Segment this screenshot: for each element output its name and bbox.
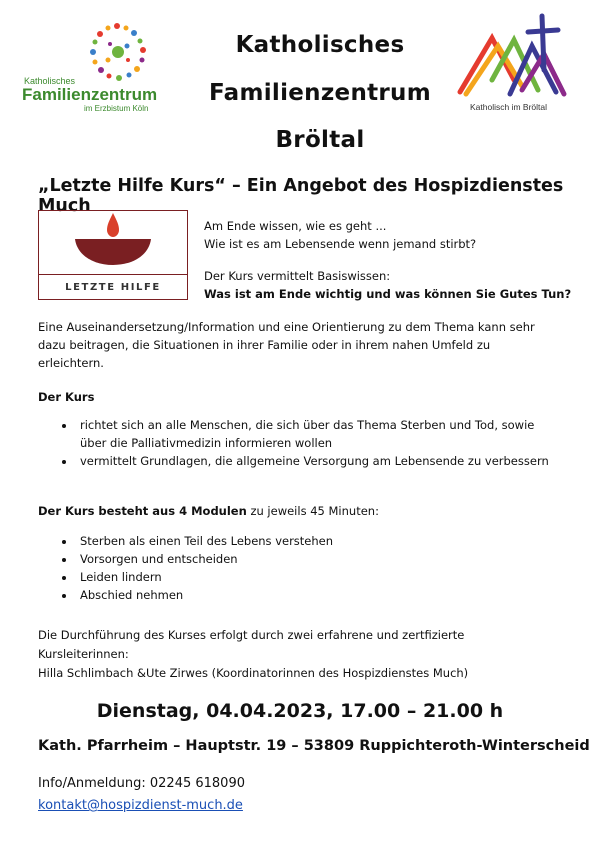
logo-line1: Katholisches bbox=[24, 76, 76, 86]
modules-heading bbox=[38, 502, 558, 520]
modules-heading-rest: zu jeweils 45 Minuten: bbox=[246, 504, 379, 518]
list-item bbox=[76, 416, 576, 452]
logo-line3: im Erzbistum Köln bbox=[84, 104, 149, 113]
event-venue: Kath. Pfarrheim – Hauptstr. 19 – 53809 Ruppichteroth-Winterscheid bbox=[38, 738, 590, 754]
bowl-flame-icon bbox=[39, 211, 187, 275]
paragraph-line-1: Eine Auseinandersetzung/Information und eine Orientierung zu dem Thema kann sehr bbox=[38, 320, 535, 334]
paragraph-line-3: erleichtern. bbox=[38, 356, 104, 370]
leaders-line-1: Die Durchführung des Kurses erfolgt durch zwei erfahrene und zertfizierte bbox=[38, 628, 465, 642]
leaders-line-2: Kursleiterinnen: bbox=[38, 647, 129, 661]
bullet-1-line-1: richtet sich an alle Menschen, die sich über das Thema Sterben und Tod, sowie bbox=[80, 418, 535, 432]
list-item: • Leiden lindern bbox=[76, 568, 576, 586]
intro-line-1: Am Ende wissen, wie es geht ... bbox=[204, 219, 387, 233]
modules-list bbox=[38, 532, 576, 604]
contact-email-link[interactable]: kontakt@hospizdienst-much.de bbox=[38, 798, 243, 813]
list-item bbox=[76, 452, 576, 470]
list-item: • Vorsorgen und entscheiden bbox=[76, 550, 576, 568]
list-item: • Abschied nehmen bbox=[76, 586, 576, 604]
intro-line-4: Was ist am Ende wichtig und was können Sie Gutes Tun? bbox=[204, 287, 572, 301]
paragraph-line-2: dazu beitragen, die Situationen in ihrer Familie oder in ihrem nahen Umfeld zu bbox=[38, 338, 491, 352]
modules-heading-bold: Der Kurs besteht aus 4 Modulen bbox=[38, 504, 247, 518]
letzte-hilfe-label: LETZTE HILFE bbox=[39, 274, 187, 299]
intro-line-3: Der Kurs vermittelt Basiswissen: bbox=[204, 269, 391, 283]
broeltal-caption: Katholisch im Bröltal bbox=[470, 102, 548, 112]
event-date: Dienstag, 04.04.2023, 17.00 – 21.00 h bbox=[96, 700, 504, 722]
title-line-3: Bröltal bbox=[275, 127, 365, 153]
bullet-2-line-1: vermittelt Grundlagen, die allgemeine Versorgung am Lebensende zu verbessern bbox=[80, 454, 549, 468]
logo-line2: Familienzentrum bbox=[22, 85, 158, 104]
bullet-1-line-2: über die Palliativmedizin informieren wollen bbox=[80, 436, 333, 450]
section-course-heading: Der Kurs bbox=[38, 390, 95, 404]
letzte-hilfe-logo bbox=[38, 210, 188, 300]
familienzentrum-dots-icon bbox=[22, 18, 192, 118]
leaders-line-3: Hilla Schlimbach &Ute Zirwes (Koordinatorinnen des Hospizdienstes Much) bbox=[38, 666, 469, 680]
broeltal-mountains-icon bbox=[452, 10, 582, 120]
familienzentrum-logo bbox=[22, 18, 192, 118]
list-item: • Sterben als einen Teil des Lebens verstehen bbox=[76, 532, 576, 550]
title-line-2: Familienzentrum bbox=[208, 80, 431, 106]
katholisch-broeltal-logo bbox=[452, 10, 582, 120]
course-bullet-list bbox=[38, 416, 576, 470]
intro-line-2: Wie ist es am Lebensende wenn jemand stirbt? bbox=[204, 237, 477, 251]
event-info-phone: Info/Anmeldung: 02245 618090 bbox=[38, 776, 245, 791]
title-line-1: Katholisches bbox=[235, 32, 405, 58]
headline: „Letzte Hilfe Kurs“ – Ein Angebot des Hospizdienstes Much bbox=[38, 176, 564, 216]
